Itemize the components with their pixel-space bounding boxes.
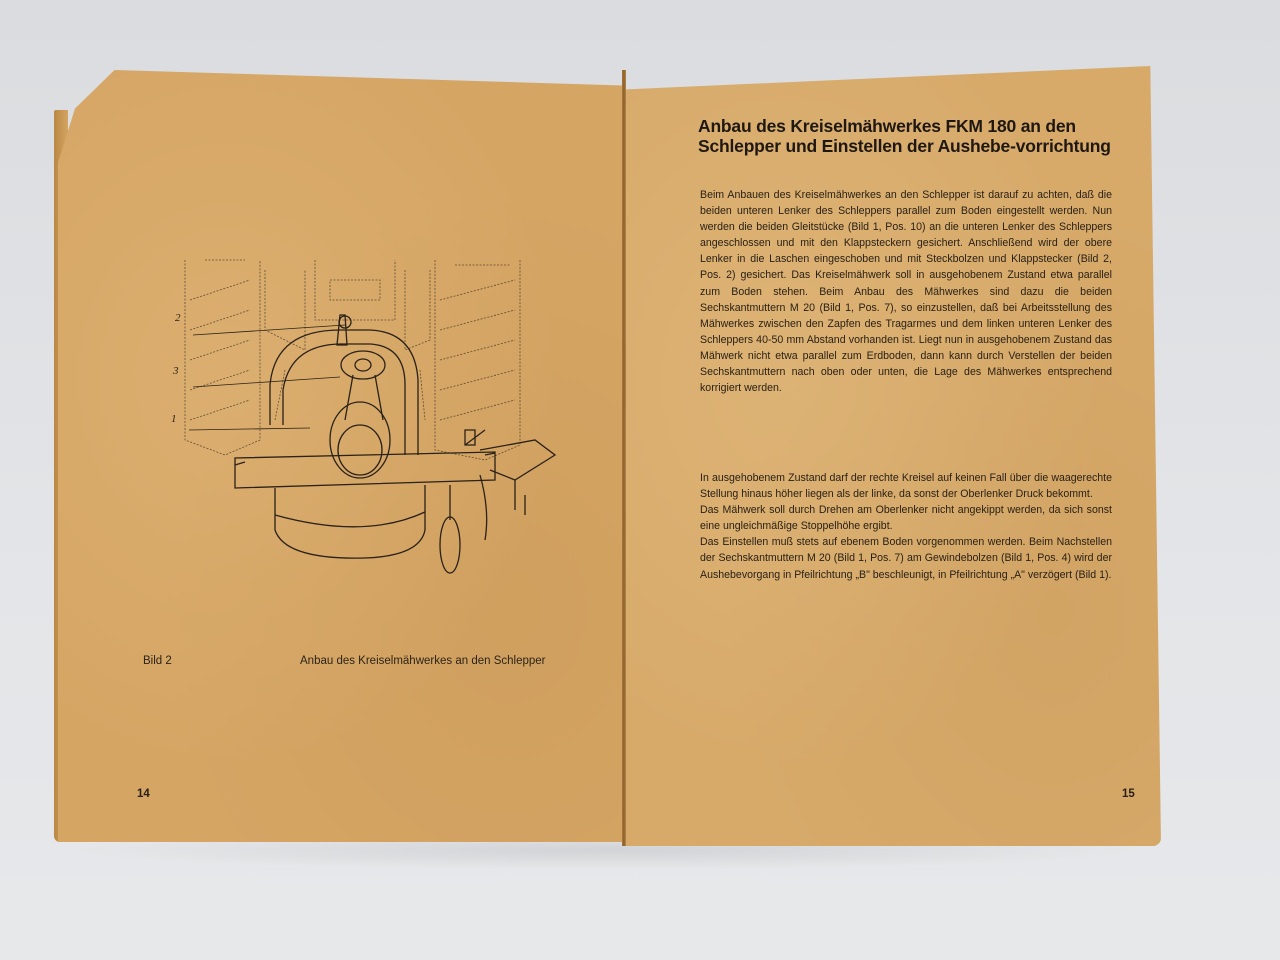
paragraph-2-line-1: In ausgehobenem Zustand darf der rechte Kreisel auf keinen Fall über die waagerechte Stellung hinaus höher liegen als der linke, da sonst der Oberlenker Druck bekommt. (700, 472, 1112, 501)
figure-label: Bild 2 (143, 655, 172, 667)
paragraph-2-line-3: Das Einstellen muß stets auf ebenem Boden vorgenommen werden. Beim Nachstellen der Sechskantmuttern M 20 (Bild 1, Pos. 7) am Gewindebolzen (Bild 1, Pos. 4) wird der Aushebevorgang in Pfeilrichtung „B" beschleunigt, in Pfeilrichtung „A" verzögert (Bild 1). (700, 536, 1112, 581)
page-number-left: 14 (137, 788, 150, 800)
section-title: Anbau des Kreiselmähwerkes FKM 180 an den Schlepper und Einstellen der Aushebe-vorrichtung (698, 116, 1111, 156)
figure-caption: Anbau des Kreiselmähwerkes an den Schlepper (300, 655, 546, 667)
right-page (626, 66, 1161, 846)
callout-1: 1 (171, 413, 177, 425)
callout-3: 3 (173, 365, 179, 377)
callout-2: 2 (175, 312, 181, 324)
book-spine (622, 70, 626, 846)
paragraph-2 (700, 470, 1112, 583)
paragraph-1 (700, 187, 1112, 396)
paragraph-1-text: Beim Anbauen des Kreiselmähwerkes an den Schlepper ist darauf zu achten, daß die beiden unteren Lenker des Schleppers parallel zum Boden eingestellt werden. Nun werden die beiden Gleitstücke (Bild 1, Pos. 10) an die unteren Lenker des Schleppers angeschlossen und mit den Klappsteckern gesichert. Anschließend wird der obere Lenker in die Laschen eingeschoben und mit Steckbolzen und Klappstecker (Bild 2, Pos. 2) gesichert. Das Kreiselmähwerk soll in ausgehobenem Zustand etwa parallel zum Boden stehen. Beim Anbau des Mähwerkes sind dazu die beiden Sechskantmuttern M 20 (Bild 1, Pos. 7), so einzustellen, daß bei Arbeitsstellung des Mähwerkes zwischen den Zapfen des Tragarmes und dem linken unteren Lenker des Schleppers 40-50 mm Abstand vorhanden ist. Liegt nun in ausgehobenem Zustand das Mähwerk nicht etwa parallel zum Erdboden, dann kann durch Verstellen der beiden Sechskantmuttern nach oben oder unten, die Lage des Mähwerkes entsprechend korrigiert werden. (700, 189, 1112, 395)
mower-illustration (165, 240, 565, 585)
page-number-right: 15 (1122, 788, 1135, 800)
paragraph-2-line-2: Das Mähwerk soll durch Drehen am Oberlenker nicht angekippt werden, da sich sonst eine ungleichmäßige Stoppelhöhe ergibt. (700, 504, 1112, 533)
